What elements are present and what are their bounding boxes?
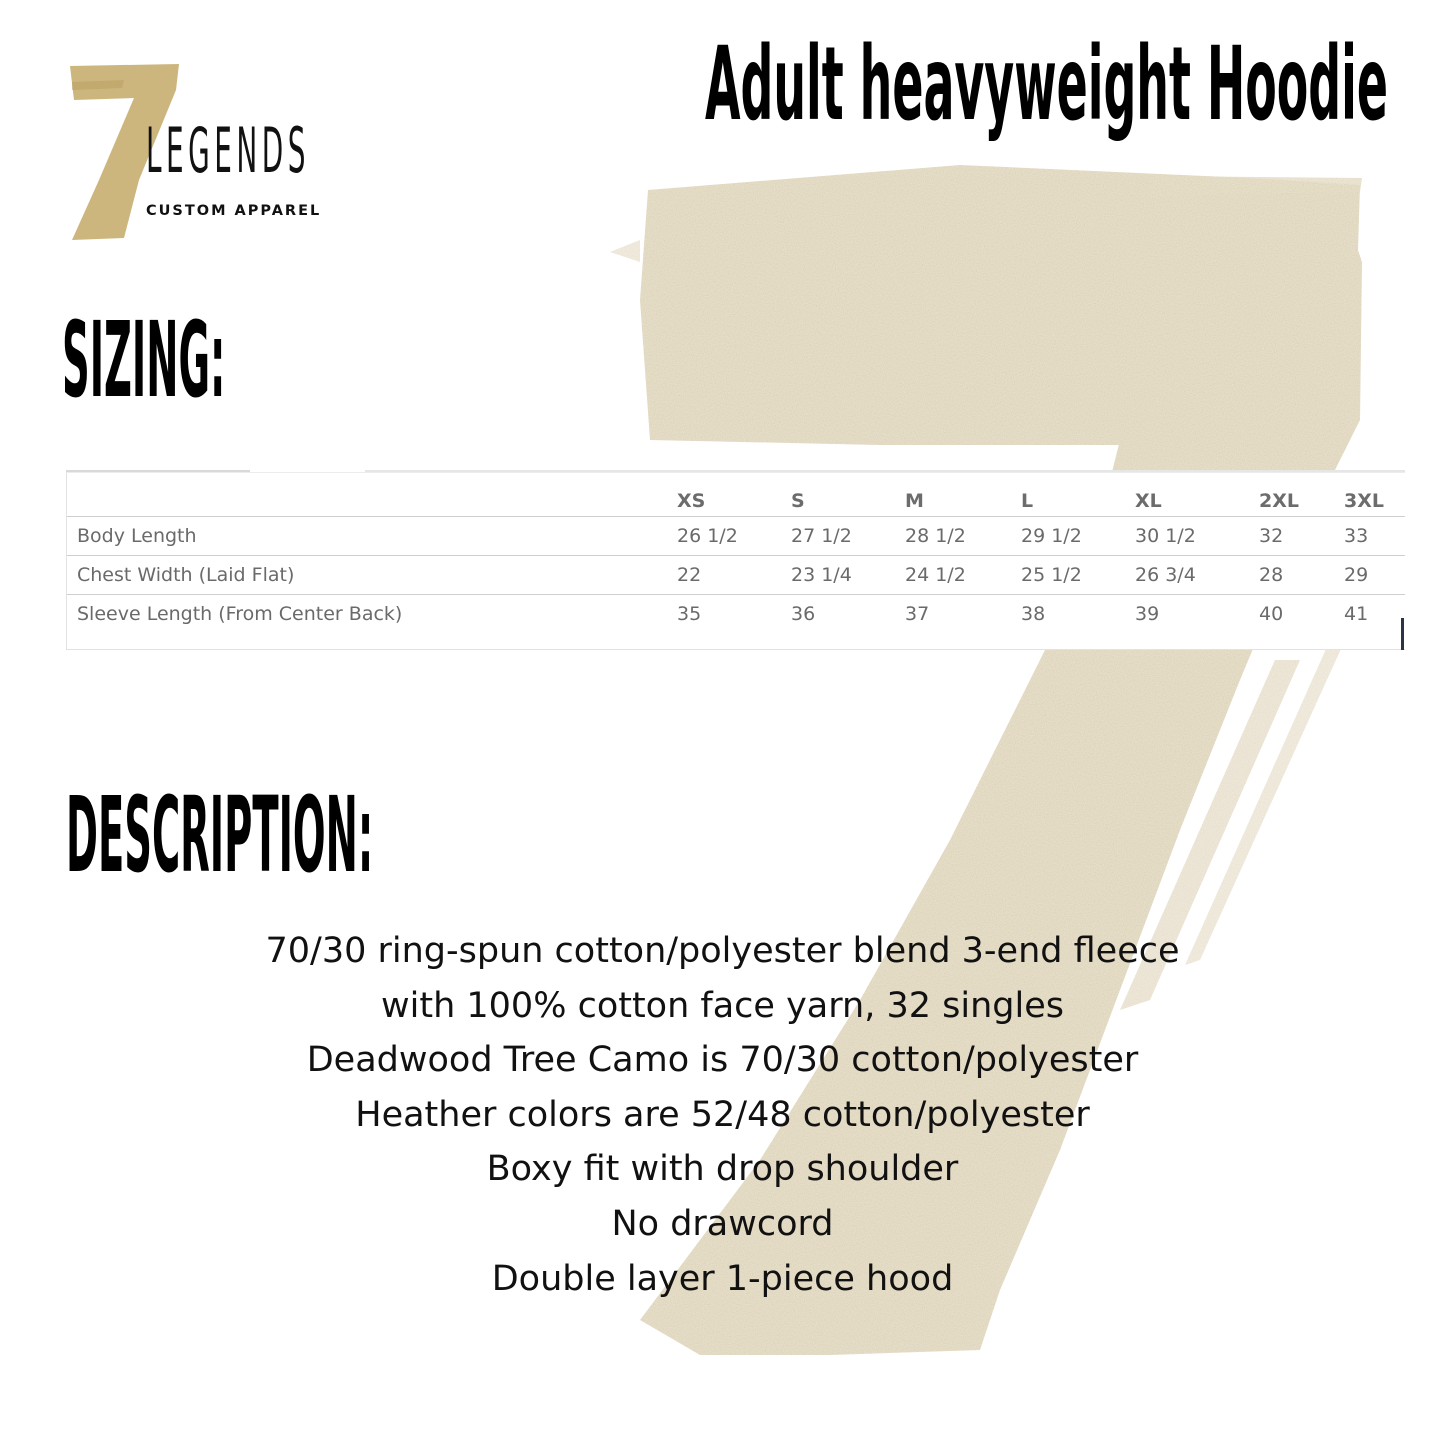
size-header-row bbox=[67, 485, 1405, 517]
description-line: Heather colors are 52/48 cotton/polyester bbox=[355, 1094, 1090, 1135]
logo-subtitle: CUSTOM APPAREL bbox=[146, 203, 322, 219]
table-cell: 28 bbox=[1259, 556, 1344, 595]
logo-wordmark: LEGENDS bbox=[146, 114, 310, 187]
description-heading: DESCRIPTION: bbox=[66, 774, 374, 896]
size-chart-table bbox=[67, 485, 1405, 633]
row-label: Body Length bbox=[67, 517, 677, 556]
row-label: Sleeve Length (From Center Back) bbox=[77, 603, 403, 625]
table-top-rule bbox=[66, 470, 250, 472]
description-line: 70/30 ring-spun cotton/polyester blend 3-end fleece bbox=[265, 931, 1180, 971]
table-cell: 30 1/2 bbox=[1135, 517, 1259, 556]
table-cell: 25 1/2 bbox=[1021, 556, 1135, 595]
table-cell: 37 bbox=[905, 603, 930, 625]
table-cell: 26 1/2 bbox=[677, 517, 791, 556]
size-col-header bbox=[67, 485, 677, 517]
size-chart bbox=[66, 472, 1405, 650]
table-cell: 40 bbox=[1259, 603, 1284, 625]
size-col-header: 3XL bbox=[1344, 485, 1405, 517]
table-cell: 26 3/4 bbox=[1135, 556, 1259, 595]
row-label: Chest Width (Laid Flat) bbox=[67, 556, 677, 595]
product-title: Adult heavyweight Hoodie bbox=[705, 25, 1388, 144]
table-cell: 38 bbox=[1021, 603, 1046, 625]
size-col-header: 2XL bbox=[1259, 485, 1344, 517]
table-row bbox=[67, 556, 1405, 595]
table-cell: 36 bbox=[791, 603, 816, 625]
table-cell: 39 bbox=[1135, 603, 1160, 625]
table-cell: 24 1/2 bbox=[905, 556, 1021, 595]
description-line: Double layer 1-piece hood bbox=[491, 1258, 954, 1299]
table-row bbox=[67, 595, 1405, 634]
size-col-header: XS bbox=[677, 485, 791, 517]
scrollbar-fragment bbox=[1401, 618, 1404, 650]
table-cell: 29 1/2 bbox=[1021, 517, 1135, 556]
description-line: Deadwood Tree Camo is 70/30 cotton/polyester bbox=[306, 1040, 1139, 1081]
table-cell: 27 1/2 bbox=[791, 517, 905, 556]
table-cell: 22 bbox=[677, 556, 791, 595]
table-cell: 41 bbox=[1344, 603, 1369, 625]
table-cell: 28 1/2 bbox=[905, 517, 1021, 556]
table-cell: 32 bbox=[1259, 517, 1344, 556]
size-col-header: M bbox=[905, 485, 1021, 517]
table-top-rule bbox=[365, 470, 1405, 472]
table-cell: 35 bbox=[677, 603, 702, 625]
size-col-header: XL bbox=[1135, 485, 1259, 517]
table-cell: 23 1/4 bbox=[791, 556, 905, 595]
table-cell: 29 bbox=[1344, 556, 1405, 595]
description-line: No drawcord bbox=[611, 1203, 834, 1244]
brand-logo bbox=[64, 60, 344, 250]
size-col-header: L bbox=[1021, 485, 1135, 517]
description-line: Boxy fit with drop shoulder bbox=[486, 1149, 959, 1190]
size-col-header: S bbox=[791, 485, 905, 517]
table-cell: 33 bbox=[1344, 517, 1405, 556]
sizing-heading: SIZING: bbox=[62, 299, 226, 421]
description-body bbox=[0, 924, 1445, 1306]
table-row bbox=[67, 517, 1405, 556]
description-line: with 100% cotton face yarn, 32 singles bbox=[381, 985, 1064, 1026]
